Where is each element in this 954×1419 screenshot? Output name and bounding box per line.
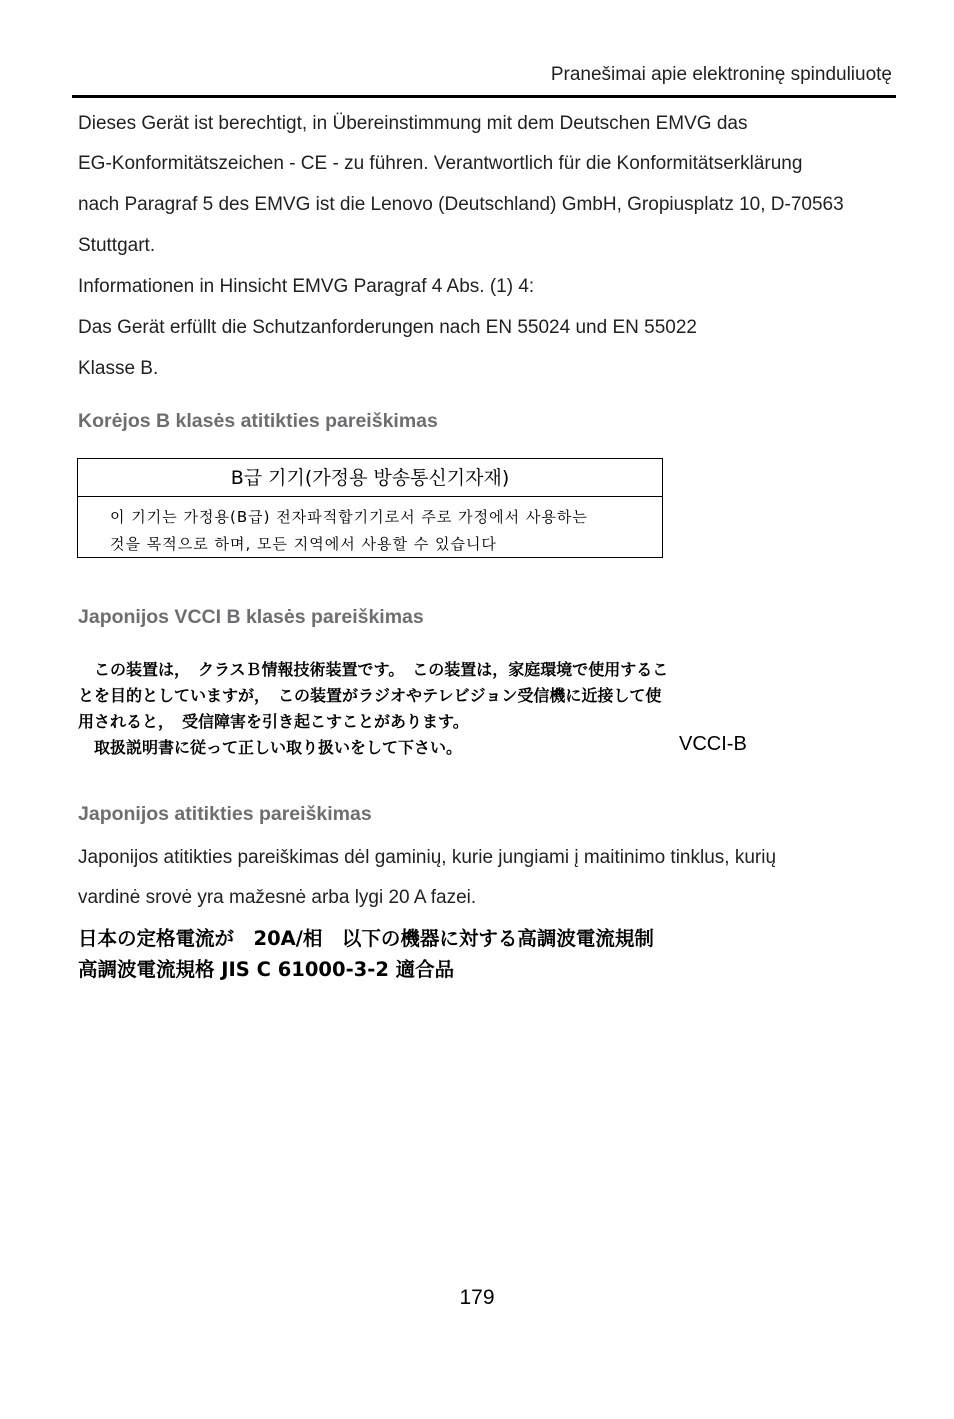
vcci-statement-line: 用されると， 受信障害を引き起こすことがあります。 <box>78 712 469 731</box>
vcci-statement-line: この装置は， クラスＢ情報技術装置です。 この装置は，家庭環境で使用するこ <box>78 660 669 679</box>
japan-harmonic-statement-line: 日本の定格電流が 20A/相 以下の機器に対する高調波電流規制 <box>78 927 654 950</box>
german-paragraph-line: Klasse B. <box>78 358 159 379</box>
vcci-class-label: VCCI-B <box>679 733 747 755</box>
german-paragraph-line: Dieses Gerät ist berechtigt, in Übereinstimmung mit dem Deutschen EMVG das <box>78 113 748 134</box>
vcci-section-heading: Japonijos VCCI B klasės pareiškimas <box>78 606 424 628</box>
korea-statement-box <box>77 458 663 558</box>
page-number: 179 <box>459 1286 495 1309</box>
japan-compliance-paragraph-line: vardinė srovė yra mažesnė arba lygi 20 A fazei. <box>78 887 477 908</box>
korea-box-title: B급 기기(가정용 방송통신기자재) <box>78 459 662 497</box>
korea-box-line: 이 기기는 가정용(B급) 전자파적합기기로서 주로 가정에서 사용하는 <box>110 508 588 526</box>
vcci-statement-line: 取扱説明書に従って正しい取り扱いをして下さい。 <box>78 738 463 757</box>
japan-harmonic-statement-line: 高調波電流規格 JIS C 61000-3-2 適合品 <box>78 958 455 981</box>
vcci-statement-line: とを目的としていますが， この装置がラジオやテレビジョン受信機に近接して使 <box>78 686 662 705</box>
german-paragraph-line: EG-Konformitätszeichen - CE - zu führen. Verantwortlich für die Konformitätserklärung <box>78 153 803 174</box>
german-paragraph-line: Stuttgart. <box>78 235 156 256</box>
korea-section-heading: Korėjos B klasės atitikties pareiškimas <box>78 410 438 432</box>
german-paragraph-line: Informationen in Hinsicht EMVG Paragraf 4 Abs. (1) 4: <box>78 276 535 297</box>
japan-compliance-paragraph-line: Japonijos atitikties pareiškimas dėl gaminių, kurie jungiami į maitinimo tinklus, kurių <box>78 847 777 868</box>
korea-box-line: 것을 목적으로 하며, 모든 지역에서 사용할 수 있습니다 <box>110 535 497 553</box>
header-divider <box>72 95 896 98</box>
page-header-title: Pranešimai apie elektroninę spinduliuotę <box>550 64 892 85</box>
japan-compliance-heading: Japonijos atitikties pareiškimas <box>78 803 372 825</box>
german-paragraph-line: Das Gerät erfüllt die Schutzanforderungen nach EN 55024 und EN 55022 <box>78 317 697 338</box>
german-paragraph-line: nach Paragraf 5 des EMVG ist die Lenovo (Deutschland) GmbH, Gropiusplatz 10, D-70563 <box>78 194 844 215</box>
